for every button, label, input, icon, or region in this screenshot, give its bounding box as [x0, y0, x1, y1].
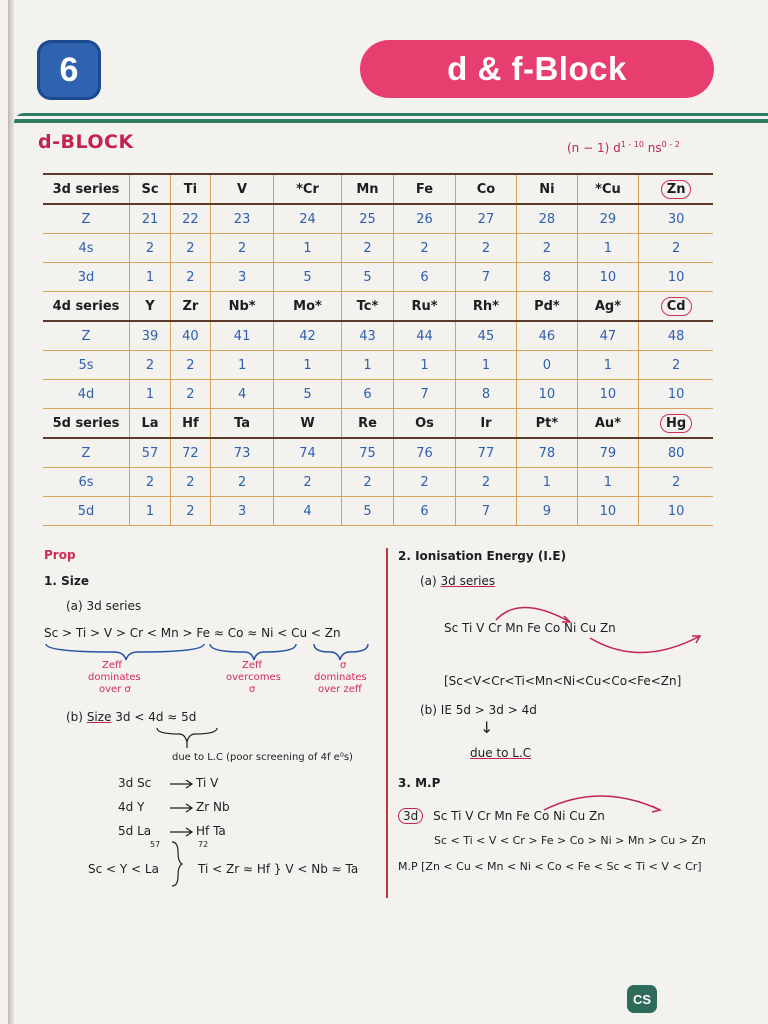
table-cell: 1 [341, 351, 394, 380]
table-cell [639, 292, 713, 322]
row-label: 4s [43, 234, 130, 263]
sigma-note-l1: σ [340, 660, 347, 671]
table-cell: 2 [171, 468, 211, 497]
table-cell: 30 [639, 204, 713, 234]
table-cell: Au* [577, 409, 639, 439]
ie-down-arrow: ↓ [480, 718, 494, 737]
section-title: d-BLOCK [38, 131, 134, 153]
size-a-label: (a) 3d series [66, 599, 142, 613]
table-cell: 47 [577, 321, 639, 351]
ie-a-label: (a) [420, 574, 437, 588]
table-cell: 9 [517, 497, 577, 526]
table-cell: Pd* [517, 292, 577, 322]
row-label: 4d [43, 380, 130, 409]
table-cell: 46 [517, 321, 577, 351]
table-cell: 28 [517, 204, 577, 234]
table-cell: 2 [639, 351, 713, 380]
table-cell: Tc* [341, 292, 394, 322]
series-row [43, 409, 713, 439]
table-cell: 1 [577, 234, 639, 263]
table-cell: 27 [455, 204, 516, 234]
table-cell: 10 [577, 497, 639, 526]
page-edge-shadow [8, 0, 14, 1024]
prop-heading: Prop [44, 548, 76, 562]
zeff-note-1-l3: over σ [99, 684, 131, 695]
table-cell: 2 [171, 263, 211, 292]
row-label: 4d series [43, 292, 130, 322]
table-cell: V [210, 174, 274, 204]
row-5d: 5d La [118, 824, 152, 838]
table-cell: 10 [639, 263, 713, 292]
table-cell: 1 [274, 234, 341, 263]
table-cell: 2 [171, 234, 211, 263]
circled-element: Zn [661, 180, 692, 199]
circled-element: Hg [660, 414, 692, 433]
table-cell: 2 [341, 234, 394, 263]
table-cell: Fe [394, 174, 455, 204]
table-cell: 8 [517, 263, 577, 292]
table-cell: 80 [639, 438, 713, 468]
table-cell: 6 [341, 380, 394, 409]
group-order-left: Sc < Y < La [88, 862, 159, 876]
table-cell: 5 [341, 263, 394, 292]
table-row [43, 321, 713, 351]
table-cell: Ru* [394, 292, 455, 322]
table-cell: Y [130, 292, 171, 322]
row-label: 5s [43, 351, 130, 380]
table-cell: Co [455, 174, 516, 204]
table-cell: 3 [210, 263, 274, 292]
table-cell: Pt* [517, 409, 577, 439]
table-row [43, 380, 713, 409]
table-cell: La [130, 409, 171, 439]
table-cell: 5 [274, 263, 341, 292]
table-cell: Ir [455, 409, 516, 439]
chapter-number: 6 [59, 50, 79, 89]
series-row [43, 292, 713, 322]
table-cell: 7 [455, 497, 516, 526]
row-label: 3d series [43, 174, 130, 204]
chapter-number-badge [37, 40, 101, 100]
table-cell: 78 [517, 438, 577, 468]
table-cell: 77 [455, 438, 516, 468]
table-cell: 1 [130, 497, 171, 526]
table-cell: Nb* [210, 292, 274, 322]
zeff-note-2-l1: Zeff [242, 660, 262, 671]
table-cell: 2 [517, 234, 577, 263]
table-cell: 10 [639, 497, 713, 526]
mp-row [398, 808, 605, 824]
electronic-configuration [567, 140, 680, 155]
table-cell: 1 [455, 351, 516, 380]
table-cell: 7 [394, 380, 455, 409]
table-cell: 6 [394, 497, 455, 526]
table-cell: 7 [455, 263, 516, 292]
table-cell: Re [341, 409, 394, 439]
table-cell: 2 [171, 380, 211, 409]
table-cell: 57 [130, 438, 171, 468]
ie-order: [Sc<V<Cr<Ti<Mn<Ni<Cu<Co<Fe<Zn] [444, 674, 682, 688]
ie-elements: Sc Ti V Cr Mn Fe Co Ni Cu Zn [444, 621, 616, 635]
table-cell: 43 [341, 321, 394, 351]
table-cell: Ti [171, 174, 211, 204]
lc-note: due to L.C (poor screening of 4f e⁰s) [172, 752, 353, 763]
size-b-size: Size [86, 710, 112, 724]
mp-order-bracket: [Zn < Cu < Mn < Ni < Co < Fe < Sc < Ti < V < Cr] [421, 860, 702, 873]
config-sup-s: 0 - 2 [661, 140, 680, 149]
table-cell: 8 [455, 380, 516, 409]
row-3d: 3d Sc [118, 776, 152, 790]
ie-lc-note: due to L.C [470, 746, 532, 760]
lc-brace [155, 726, 225, 748]
table-row [43, 263, 713, 292]
table-cell: 4 [274, 497, 341, 526]
row-label: 3d [43, 263, 130, 292]
camscanner-watermark [627, 985, 657, 1013]
table-cell: 2 [639, 468, 713, 497]
table-cell: 41 [210, 321, 274, 351]
row-label: Z [43, 204, 130, 234]
table-cell: 72 [171, 438, 211, 468]
table-cell: 1 [210, 351, 274, 380]
zeff-note-1 [102, 660, 122, 671]
table-cell: 5 [341, 497, 394, 526]
chapter-title: d & f-Block [447, 50, 627, 87]
config-ns: ns [643, 141, 662, 155]
size-order: Sc > Ti > V > Cr < Mn > Fe ≈ Co ≈ Ni < Cu < Zn [44, 626, 341, 640]
table-cell: 3 [210, 497, 274, 526]
column-divider [386, 548, 388, 898]
size-b [66, 710, 196, 724]
row-3d-right: Ti V [196, 776, 219, 790]
table-cell [639, 409, 713, 439]
row-4d: 4d Y [118, 800, 145, 814]
table-cell: Mo* [274, 292, 341, 322]
table-cell: 1 [577, 351, 639, 380]
row-label: Z [43, 438, 130, 468]
mp-3d-circled: 3d [398, 808, 423, 824]
table-cell: 42 [274, 321, 341, 351]
table-cell: 2 [171, 497, 211, 526]
circled-element: Cd [661, 297, 692, 316]
table-cell: 1 [394, 351, 455, 380]
table-cell [639, 174, 713, 204]
table-cell: 1 [517, 468, 577, 497]
table-cell: 2 [394, 234, 455, 263]
table-cell: Ag* [577, 292, 639, 322]
sigma-note-l3: over zeff [318, 684, 362, 695]
d-block-table [43, 173, 713, 526]
table-cell: 48 [639, 321, 713, 351]
table-cell: 2 [394, 468, 455, 497]
size-heading: 1. Size [44, 574, 89, 588]
table-cell: Os [394, 409, 455, 439]
watermark-text: CS [632, 991, 652, 1007]
row-label: 5d series [43, 409, 130, 439]
table-cell: 73 [210, 438, 274, 468]
ie-a [420, 574, 495, 588]
mp-order-1: Sc < Ti < V < Cr > Fe > Co > Ni > Mn > Cu > Zn [434, 834, 706, 847]
config-base: (n − 1) d [567, 141, 621, 155]
table-cell: Rh* [455, 292, 516, 322]
table-cell: *Cr [274, 174, 341, 204]
mp-elements: Sc Ti V Cr Mn Fe Co Ni Cu Zn [433, 809, 605, 823]
table-cell: 45 [455, 321, 516, 351]
table-cell: 10 [517, 380, 577, 409]
z-72: 72 [198, 840, 209, 849]
table-cell: 10 [639, 380, 713, 409]
table-cell: 10 [577, 263, 639, 292]
size-b-relation: 3d < 4d ≈ 5d [115, 710, 197, 724]
group-brace [170, 840, 184, 890]
table-row [43, 351, 713, 380]
table-cell: 40 [171, 321, 211, 351]
table-cell: 2 [455, 468, 516, 497]
row-5d-right: Hf Ta [196, 824, 226, 838]
mp-heading: 3. M.P [398, 776, 441, 790]
table-row [43, 468, 713, 497]
table-cell: W [274, 409, 341, 439]
table-cell: 4 [210, 380, 274, 409]
zeff-note-2-l2: overcomes [226, 672, 281, 683]
table-cell: 1 [130, 380, 171, 409]
table-cell: 21 [130, 204, 171, 234]
table-cell: 44 [394, 321, 455, 351]
table-cell: Hf [171, 409, 211, 439]
table-cell: 2 [130, 468, 171, 497]
table-cell: 6 [394, 263, 455, 292]
table-cell: 76 [394, 438, 455, 468]
table-cell: Ni [517, 174, 577, 204]
ie-a-series: 3d series [440, 574, 496, 588]
table-cell: 0 [517, 351, 577, 380]
table-cell: 2 [130, 234, 171, 263]
table-cell: 39 [130, 321, 171, 351]
table-cell: 2 [274, 468, 341, 497]
table-row [43, 204, 713, 234]
config-sup-d: 1 - 10 [620, 140, 644, 149]
table-cell: Ta [210, 409, 274, 439]
zeff-note-2-l3: σ [249, 684, 256, 695]
table-cell: Zr [171, 292, 211, 322]
table-cell: Sc [130, 174, 171, 204]
table-cell: 2 [171, 351, 211, 380]
table-cell: 74 [274, 438, 341, 468]
table-cell: *Cu [577, 174, 639, 204]
chapter-title-banner [360, 40, 714, 98]
table-cell: 23 [210, 204, 274, 234]
mp-label: M.P [398, 860, 418, 873]
row-label: Z [43, 321, 130, 351]
table-cell: 1 [130, 263, 171, 292]
table-cell: 1 [274, 351, 341, 380]
z-57: 57 [150, 840, 161, 849]
ie-b: (b) IE 5d > 3d > 4d [420, 703, 537, 717]
table-cell: 25 [341, 204, 394, 234]
table-cell: 75 [341, 438, 394, 468]
ie-heading: 2. Ionisation Energy (I.E) [398, 549, 567, 563]
series-row [43, 174, 713, 204]
sigma-note-l2: dominates [314, 672, 367, 683]
zeff-note-1-l1: Zeff [102, 660, 122, 671]
table-cell: 29 [577, 204, 639, 234]
table-row [43, 234, 713, 263]
table-cell: 5 [274, 380, 341, 409]
row-4d-right: Zr Nb [196, 800, 230, 814]
table-row [43, 497, 713, 526]
table-cell: 26 [394, 204, 455, 234]
size-braces [44, 642, 374, 662]
table-row [43, 438, 713, 468]
group-order-right: Ti < Zr ≈ Hf } V < Nb ≈ Ta [198, 862, 359, 876]
table-cell: 2 [210, 468, 274, 497]
row-label: 5d [43, 497, 130, 526]
zeff-note-1-l2: dominates [88, 672, 141, 683]
table-cell: 1 [577, 468, 639, 497]
size-b-label: (b) [66, 710, 83, 724]
table-cell: 2 [455, 234, 516, 263]
table-cell: 2 [341, 468, 394, 497]
series-arrows [166, 780, 196, 840]
table-cell: 10 [577, 380, 639, 409]
table-cell: 2 [210, 234, 274, 263]
table-cell: 2 [130, 351, 171, 380]
header-divider [14, 113, 768, 123]
table-cell: 2 [639, 234, 713, 263]
table-cell: Mn [341, 174, 394, 204]
mp-order-2 [398, 860, 702, 873]
table-cell: 24 [274, 204, 341, 234]
row-label: 6s [43, 468, 130, 497]
table-cell: 22 [171, 204, 211, 234]
table-cell: 79 [577, 438, 639, 468]
